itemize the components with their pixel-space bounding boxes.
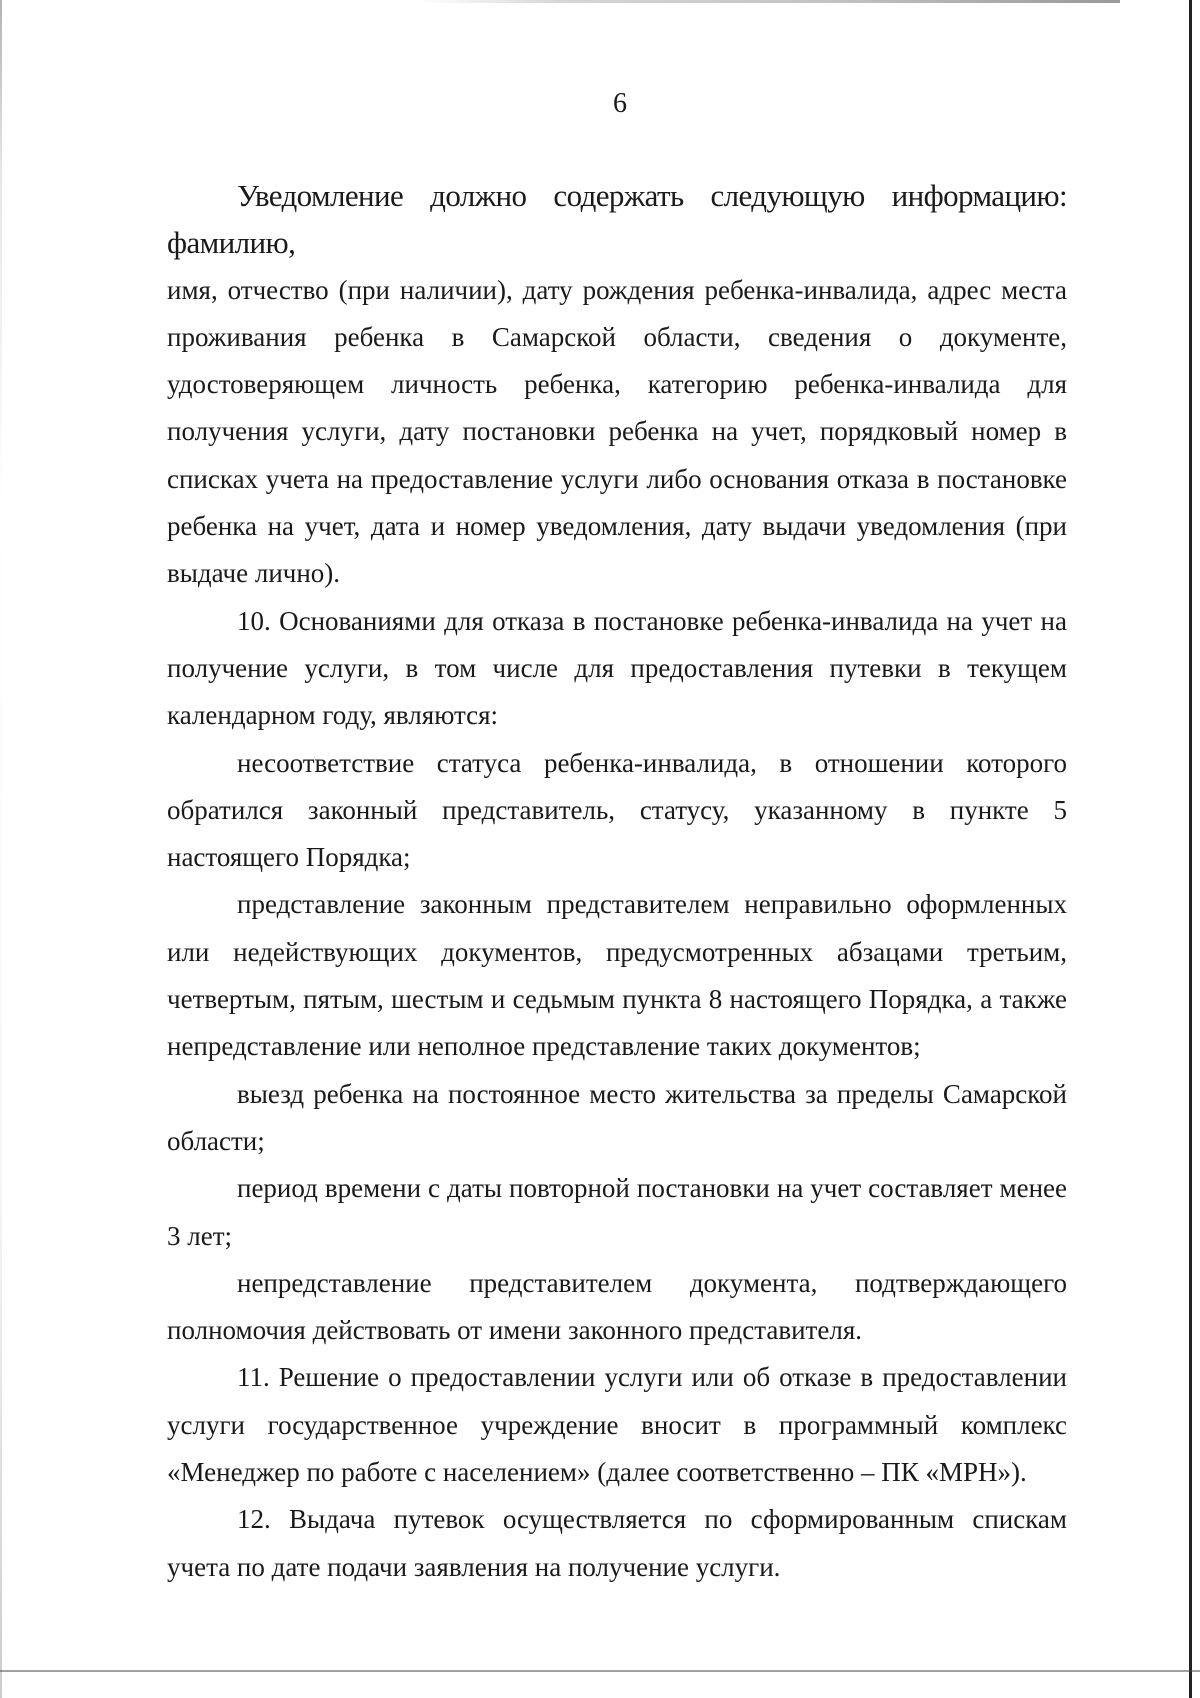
scan-edge-bottom — [0, 1670, 1200, 1672]
paragraph-clause-10-item-5: непредставление представителем документа, подтверждающего полномочия действовать от имени законного представителя. — [167, 1267, 1067, 1346]
paragraph-clause-12: 12. Выдача путевок осуществляется по сформированным спискам учета по дате подачи заявления на получение услуги. — [167, 1504, 1067, 1582]
scan-edge-right — [1189, 0, 1192, 1698]
document-body — [167, 172, 1067, 1591]
scan-edge-top — [420, 0, 1120, 3]
paragraph-clause-11: 11. Решение о предоставлении услуги или об отказе в предоставлении услуги государственное учреждение вносит в программный комплекс «Менеджер по работе с населением» (далее соответственно – ПК «МРН»). — [167, 1362, 1067, 1488]
paragraph-clause-10-item-1: несоответствие статуса ребенка-инвалида, в отношении которого обратился законный представитель, статусу, указанному в пункте 5 настоящего Порядка; — [167, 747, 1067, 873]
paragraph-clause-10-item-3: выезд ребенка на постоянное место жительства за пределы Самарской области; — [167, 1078, 1067, 1156]
page-number: 6 — [613, 88, 627, 119]
paragraph-notification-intro: Уведомление должно содержать следующую информацию: фамилию, — [167, 178, 1067, 261]
paragraph-notification-rest: имя, отчество (при наличии), дату рождения ребенка-инвалида, адрес места проживания ребенка в Самарской области, сведения о документе, удостоверяющем личность ребенка, категорию ребенка-инвалида для получения услуги, дату постановки ребенка на учет, порядковый номер в списках учета на предоставление услуги либо основания отказа в постановке ребенка на учет, дата и номер уведомления, дату выдачи уведомления (при выдаче лично). — [167, 274, 1067, 589]
scan-edge-left — [0, 0, 2, 1698]
paragraph-clause-10: 10. Основаниями для отказа в постановке ребенка-инвалида на учет на получение услуги, в том числе для предоставления путевки в текущем календарном году, являются: — [167, 605, 1067, 731]
paragraph-clause-10-item-2: представление законным представителем неправильно оформленных или недействующих документов, предусмотренных абзацами третьим, четвертым, пятым, шестым и седьмым пункта 8 настоящего Порядка, а также непредставление или неполное представление таких документов; — [167, 889, 1067, 1062]
paragraph-clause-10-item-4: период времени с даты повторной постановки на учет составляет менее 3 лет; — [167, 1173, 1067, 1251]
